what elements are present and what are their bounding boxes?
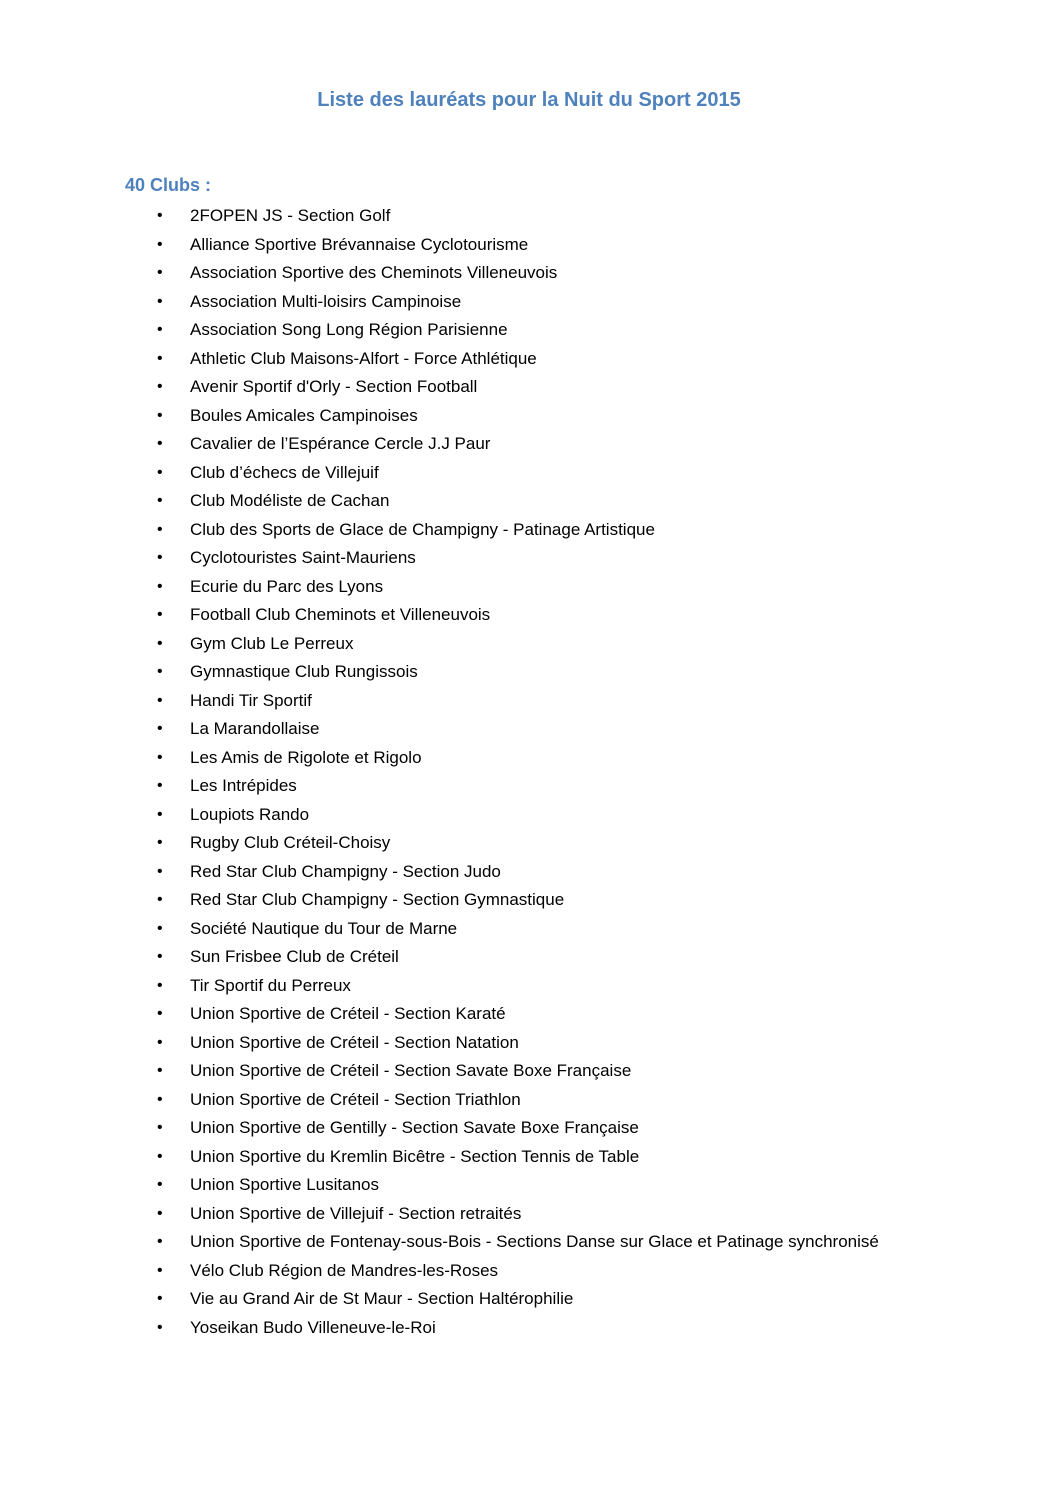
club-name: Gym Club Le Perreux	[190, 633, 354, 653]
bullet-icon: •	[157, 606, 163, 623]
bullet-icon: •	[157, 919, 163, 937]
club-name: Vélo Club Région de Mandres-les-Roses	[190, 1260, 499, 1280]
bullet-icon: •	[157, 720, 163, 737]
club-name: Club d’échecs de Villejuif	[190, 462, 379, 482]
club-name: Club Modéliste de Cachan	[190, 491, 390, 510]
club-name: Union Sportive de Créteil - Section Triathlon	[190, 1089, 521, 1109]
club-name: Association Sportive des Cheminots Villeneuvois	[190, 263, 558, 282]
bullet-icon: •	[157, 321, 163, 338]
club-name: Union Sportive de Créteil - Section Natation	[190, 1032, 519, 1052]
bullet-icon: •	[157, 492, 163, 509]
club-name: 2FOPEN JS - Section Golf	[190, 206, 391, 225]
club-name: Union Sportive de Créteil - Section Savate Boxe Française	[190, 1061, 632, 1080]
club-name: Handi Tir Sportif	[190, 690, 312, 710]
club-name: Vie au Grand Air de St Maur - Section Haltérophilie	[190, 1289, 574, 1308]
bullet-icon: •	[157, 235, 163, 253]
bullet-icon: •	[157, 777, 163, 794]
section-heading: 40 Clubs :	[125, 175, 212, 195]
club-name: Loupiots Rando	[190, 804, 310, 824]
club-name: La Marandollaise	[190, 719, 320, 738]
bullet-icon: •	[157, 1033, 163, 1051]
bullet-icon: •	[157, 520, 163, 538]
bullet-icon: •	[157, 207, 163, 224]
bullet-icon: •	[157, 1176, 163, 1193]
club-name: Athletic Club Maisons-Alfort - Force Athlétique	[190, 348, 537, 368]
club-name: Union Sportive de Fontenay-sous-Bois - Sections Danse sur Glace et Patinage synchronisé	[190, 1232, 879, 1251]
bullet-icon: •	[157, 1204, 163, 1222]
bullet-icon: •	[157, 691, 163, 709]
club-name: Cavalier de l’Espérance Cercle J.J Paur	[190, 434, 491, 453]
club-name: Union Sportive Lusitanos	[190, 1175, 380, 1194]
club-name: Alliance Sportive Brévannaise Cyclotourisme	[190, 234, 529, 254]
bullet-icon: •	[157, 862, 163, 880]
bullet-icon: •	[157, 378, 163, 395]
club-name: Red Star Club Champigny - Section Gymnastique	[190, 890, 565, 909]
bullet-icon: •	[157, 805, 163, 823]
bullet-icon: •	[157, 948, 163, 965]
club-name: Club des Sports de Glace de Champigny - Patinage Artistique	[190, 519, 655, 539]
club-name: Football Club Cheminots et Villeneuvois	[190, 605, 491, 624]
page-title: Liste des lauréats pour la Nuit du Sport 2015	[317, 89, 741, 111]
bullet-icon: •	[157, 435, 163, 452]
bullet-icon: •	[157, 1290, 163, 1307]
bullet-icon: •	[157, 406, 163, 424]
bullet-icon: •	[157, 577, 163, 595]
bullet-icon: •	[157, 292, 163, 310]
bullet-icon: •	[157, 634, 163, 652]
bullet-icon: •	[157, 463, 163, 481]
bullet-icon: •	[157, 549, 163, 566]
club-name: Les Intrépides	[190, 776, 297, 795]
club-name: Avenir Sportif d'Orly - Section Football	[190, 377, 478, 396]
bullet-icon: •	[157, 1318, 163, 1336]
club-name: Association Multi-loisirs Campinoise	[190, 291, 462, 311]
bullet-icon: •	[157, 1119, 163, 1136]
bullet-icon: •	[157, 1062, 163, 1079]
club-name: Boules Amicales Campinoises	[190, 405, 418, 425]
bullet-icon: •	[157, 748, 163, 766]
club-name: Union Sportive de Gentilly - Section Savate Boxe Française	[190, 1118, 639, 1137]
club-name: Société Nautique du Tour de Marne	[190, 918, 458, 938]
bullet-icon: •	[157, 1233, 163, 1250]
bullet-icon: •	[157, 1090, 163, 1108]
bullet-icon: •	[157, 834, 163, 851]
club-name: Union Sportive du Kremlin Bicêtre - Section Tennis de Table	[190, 1146, 640, 1166]
club-name: Red Star Club Champigny - Section Judo	[190, 861, 501, 881]
club-name: Union Sportive de Villejuif - Section retraités	[190, 1203, 522, 1223]
club-name: Tir Sportif du Perreux	[190, 975, 351, 995]
club-name: Rugby Club Créteil-Choisy	[190, 833, 391, 852]
bullet-icon: •	[157, 976, 163, 994]
bullet-icon: •	[157, 891, 163, 908]
club-name: Association Song Long Région Parisienne	[190, 320, 508, 339]
club-name: Les Amis de Rigolote et Rigolo	[190, 747, 422, 767]
bullet-icon: •	[157, 264, 163, 281]
bullet-icon: •	[157, 1147, 163, 1165]
club-name: Cyclotouristes Saint-Mauriens	[190, 548, 416, 567]
club-name: Sun Frisbee Club de Créteil	[190, 947, 399, 966]
bullet-icon: •	[157, 663, 163, 680]
bullet-icon: •	[157, 349, 163, 367]
club-name: Gymnastique Club Rungissois	[190, 662, 418, 681]
bullet-icon: •	[157, 1261, 163, 1279]
bullet-icon: •	[157, 1005, 163, 1022]
club-name: Yoseikan Budo Villeneuve-le-Roi	[190, 1317, 436, 1337]
club-name: Ecurie du Parc des Lyons	[190, 576, 384, 596]
club-name: Union Sportive de Créteil - Section Karaté	[190, 1004, 506, 1023]
